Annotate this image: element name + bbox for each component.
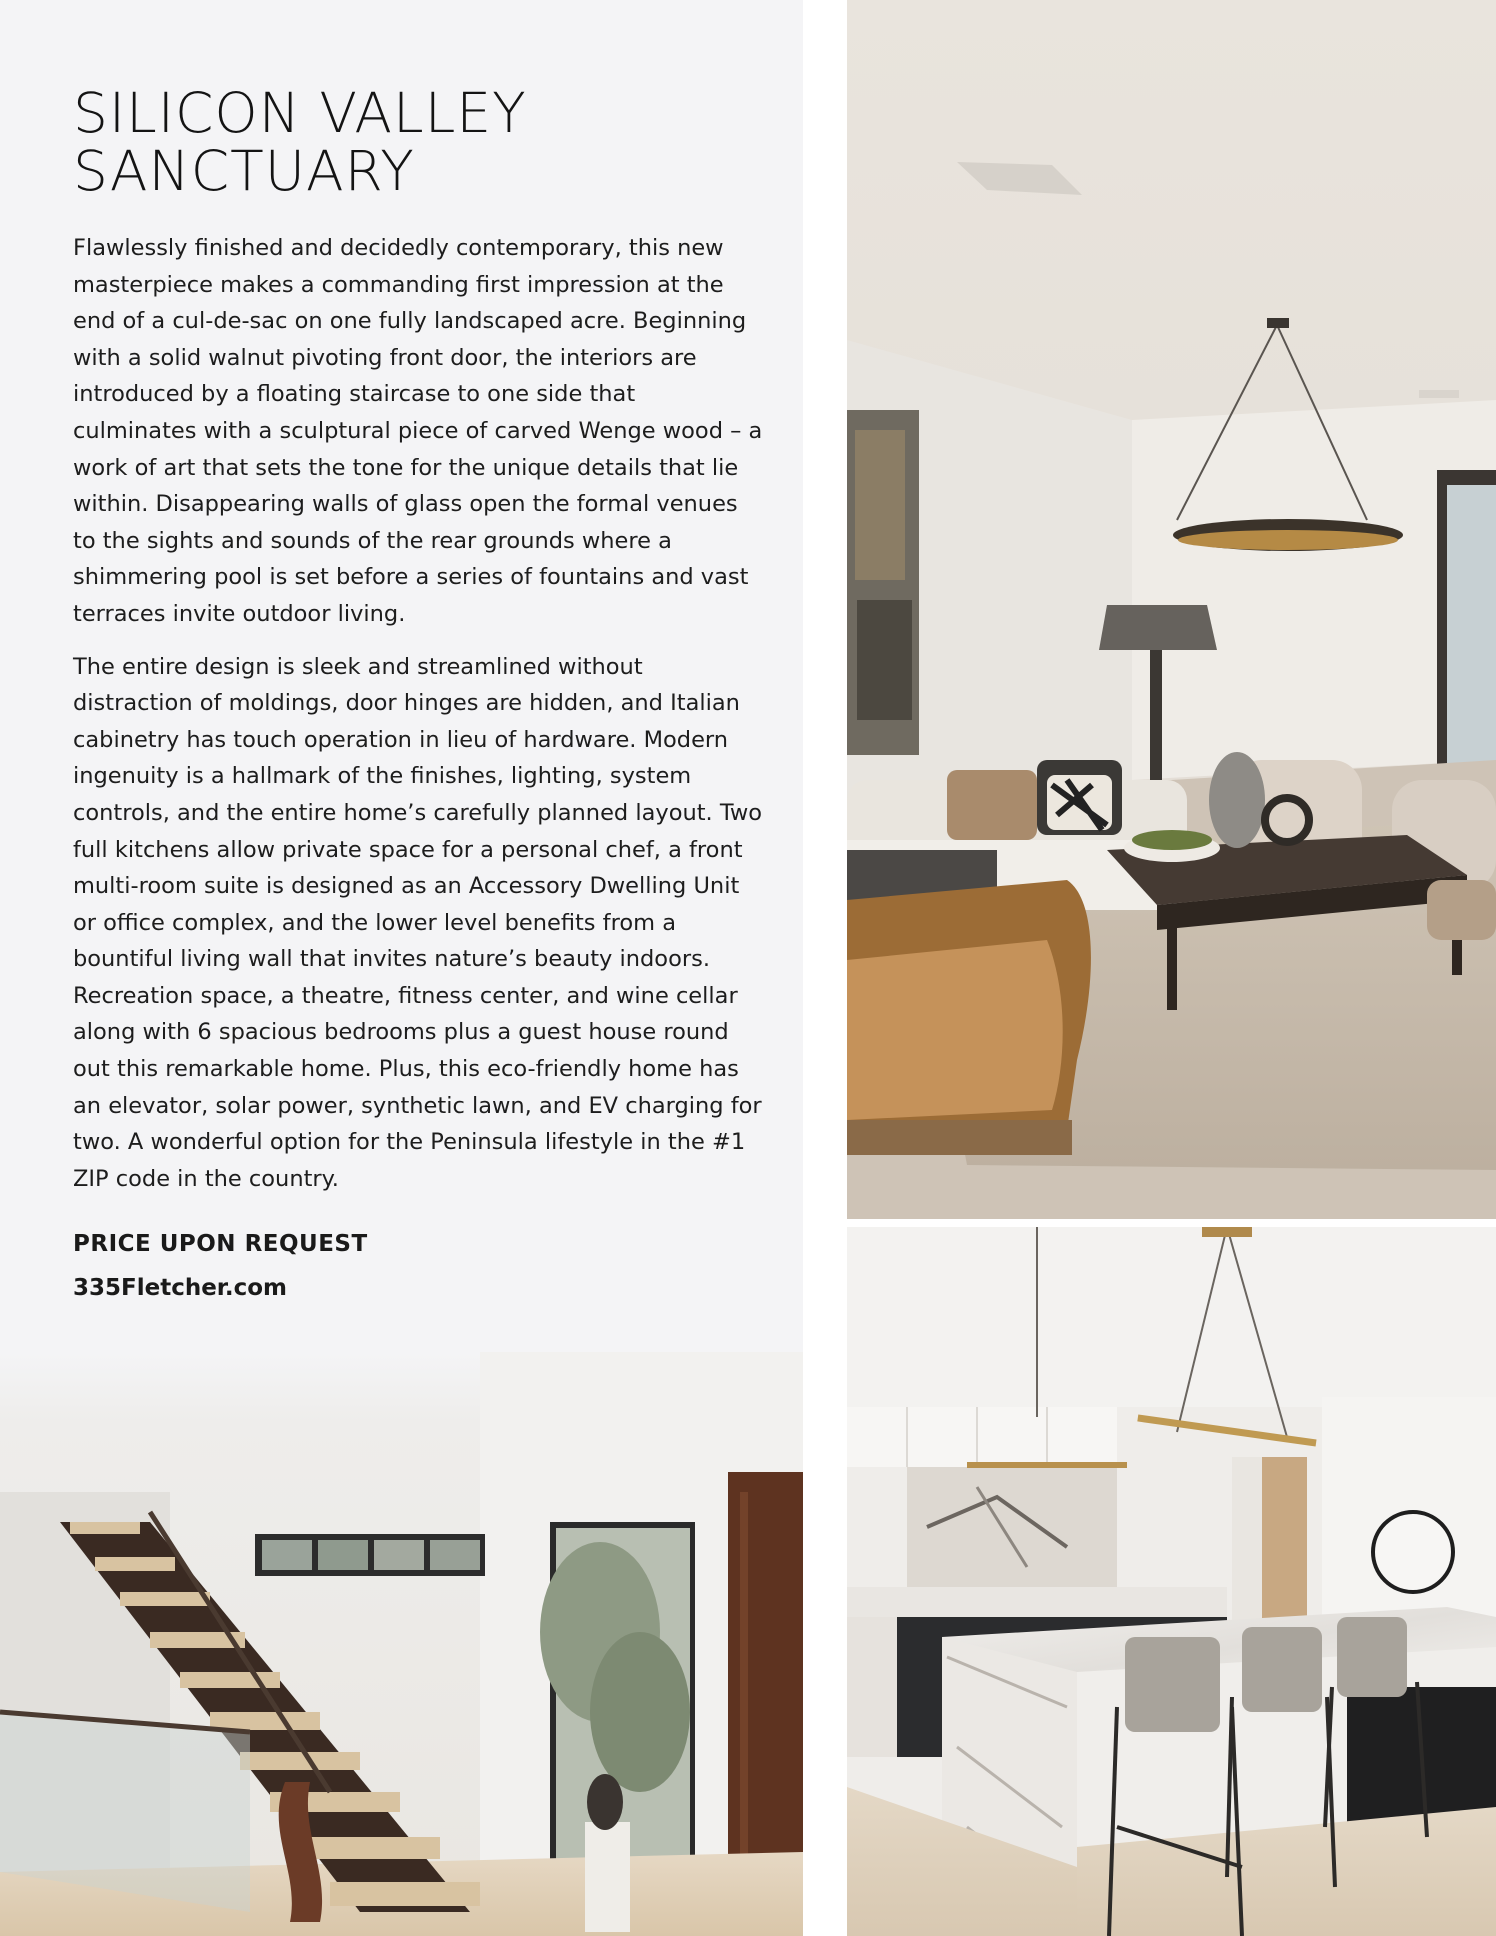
website-link[interactable]: 335Fletcher.com [73,1275,288,1302]
description-paragraph-2: The entire design is sleek and streamlined without distraction of moldings, door hinges are hidden, and Italian cabinetry has touch operation in lieu of hardware. Modern ingenuity is a hallmark of the finishes, lighting, system controls, and the entire home’s carefully planned layout. Two full kitchens allow private space for a personal chef, a front multi-room suite is designed as an Accessory Dwelling Unit or office complex, and the lower level benefits from a bountiful living wall that invites nature’s beauty indoors. Recreation space, a theatre, fitness center, and wine cellar along with 6 spacious bedrooms plus a guest house round out this remarkable home. Plus, this eco-friendly home has an elevator, solar power, synthetic lawn, and EV charging for two. A wonderful option for the Peninsula lifestyle in the #1 ZIP code in the country. [73,653,763,1192]
title-line-1: SILICON VALLEY [73,81,527,145]
description-paragraph-1: Flawlessly finished and decidedly contemporary, this new masterpiece makes a commanding first impression at the end of a cul-de-sac on one fully landscaped acre. Beginning with a solid walnut pivoting front door, the interiors are introduced by a floating staircase to one side that culminates with a sculptural piece of carved Wenge wood – a work of art that sets the tone for the unique details that lie within. Disappearing walls of glass open the formal venues to the sights and sounds of the rear grounds where a shimmering pool is set before a series of fountains and vast terraces invite outdoor living. [73,235,763,627]
living-room-photo [847,0,1496,1219]
staircase-photo [0,1352,803,1936]
price-label: PRICE UPON REQUEST [73,1231,368,1258]
page-title [73,81,763,203]
kitchen-photo [847,1227,1496,1936]
title-line-2: SANCTUARY [73,139,415,203]
article [73,81,763,1302]
